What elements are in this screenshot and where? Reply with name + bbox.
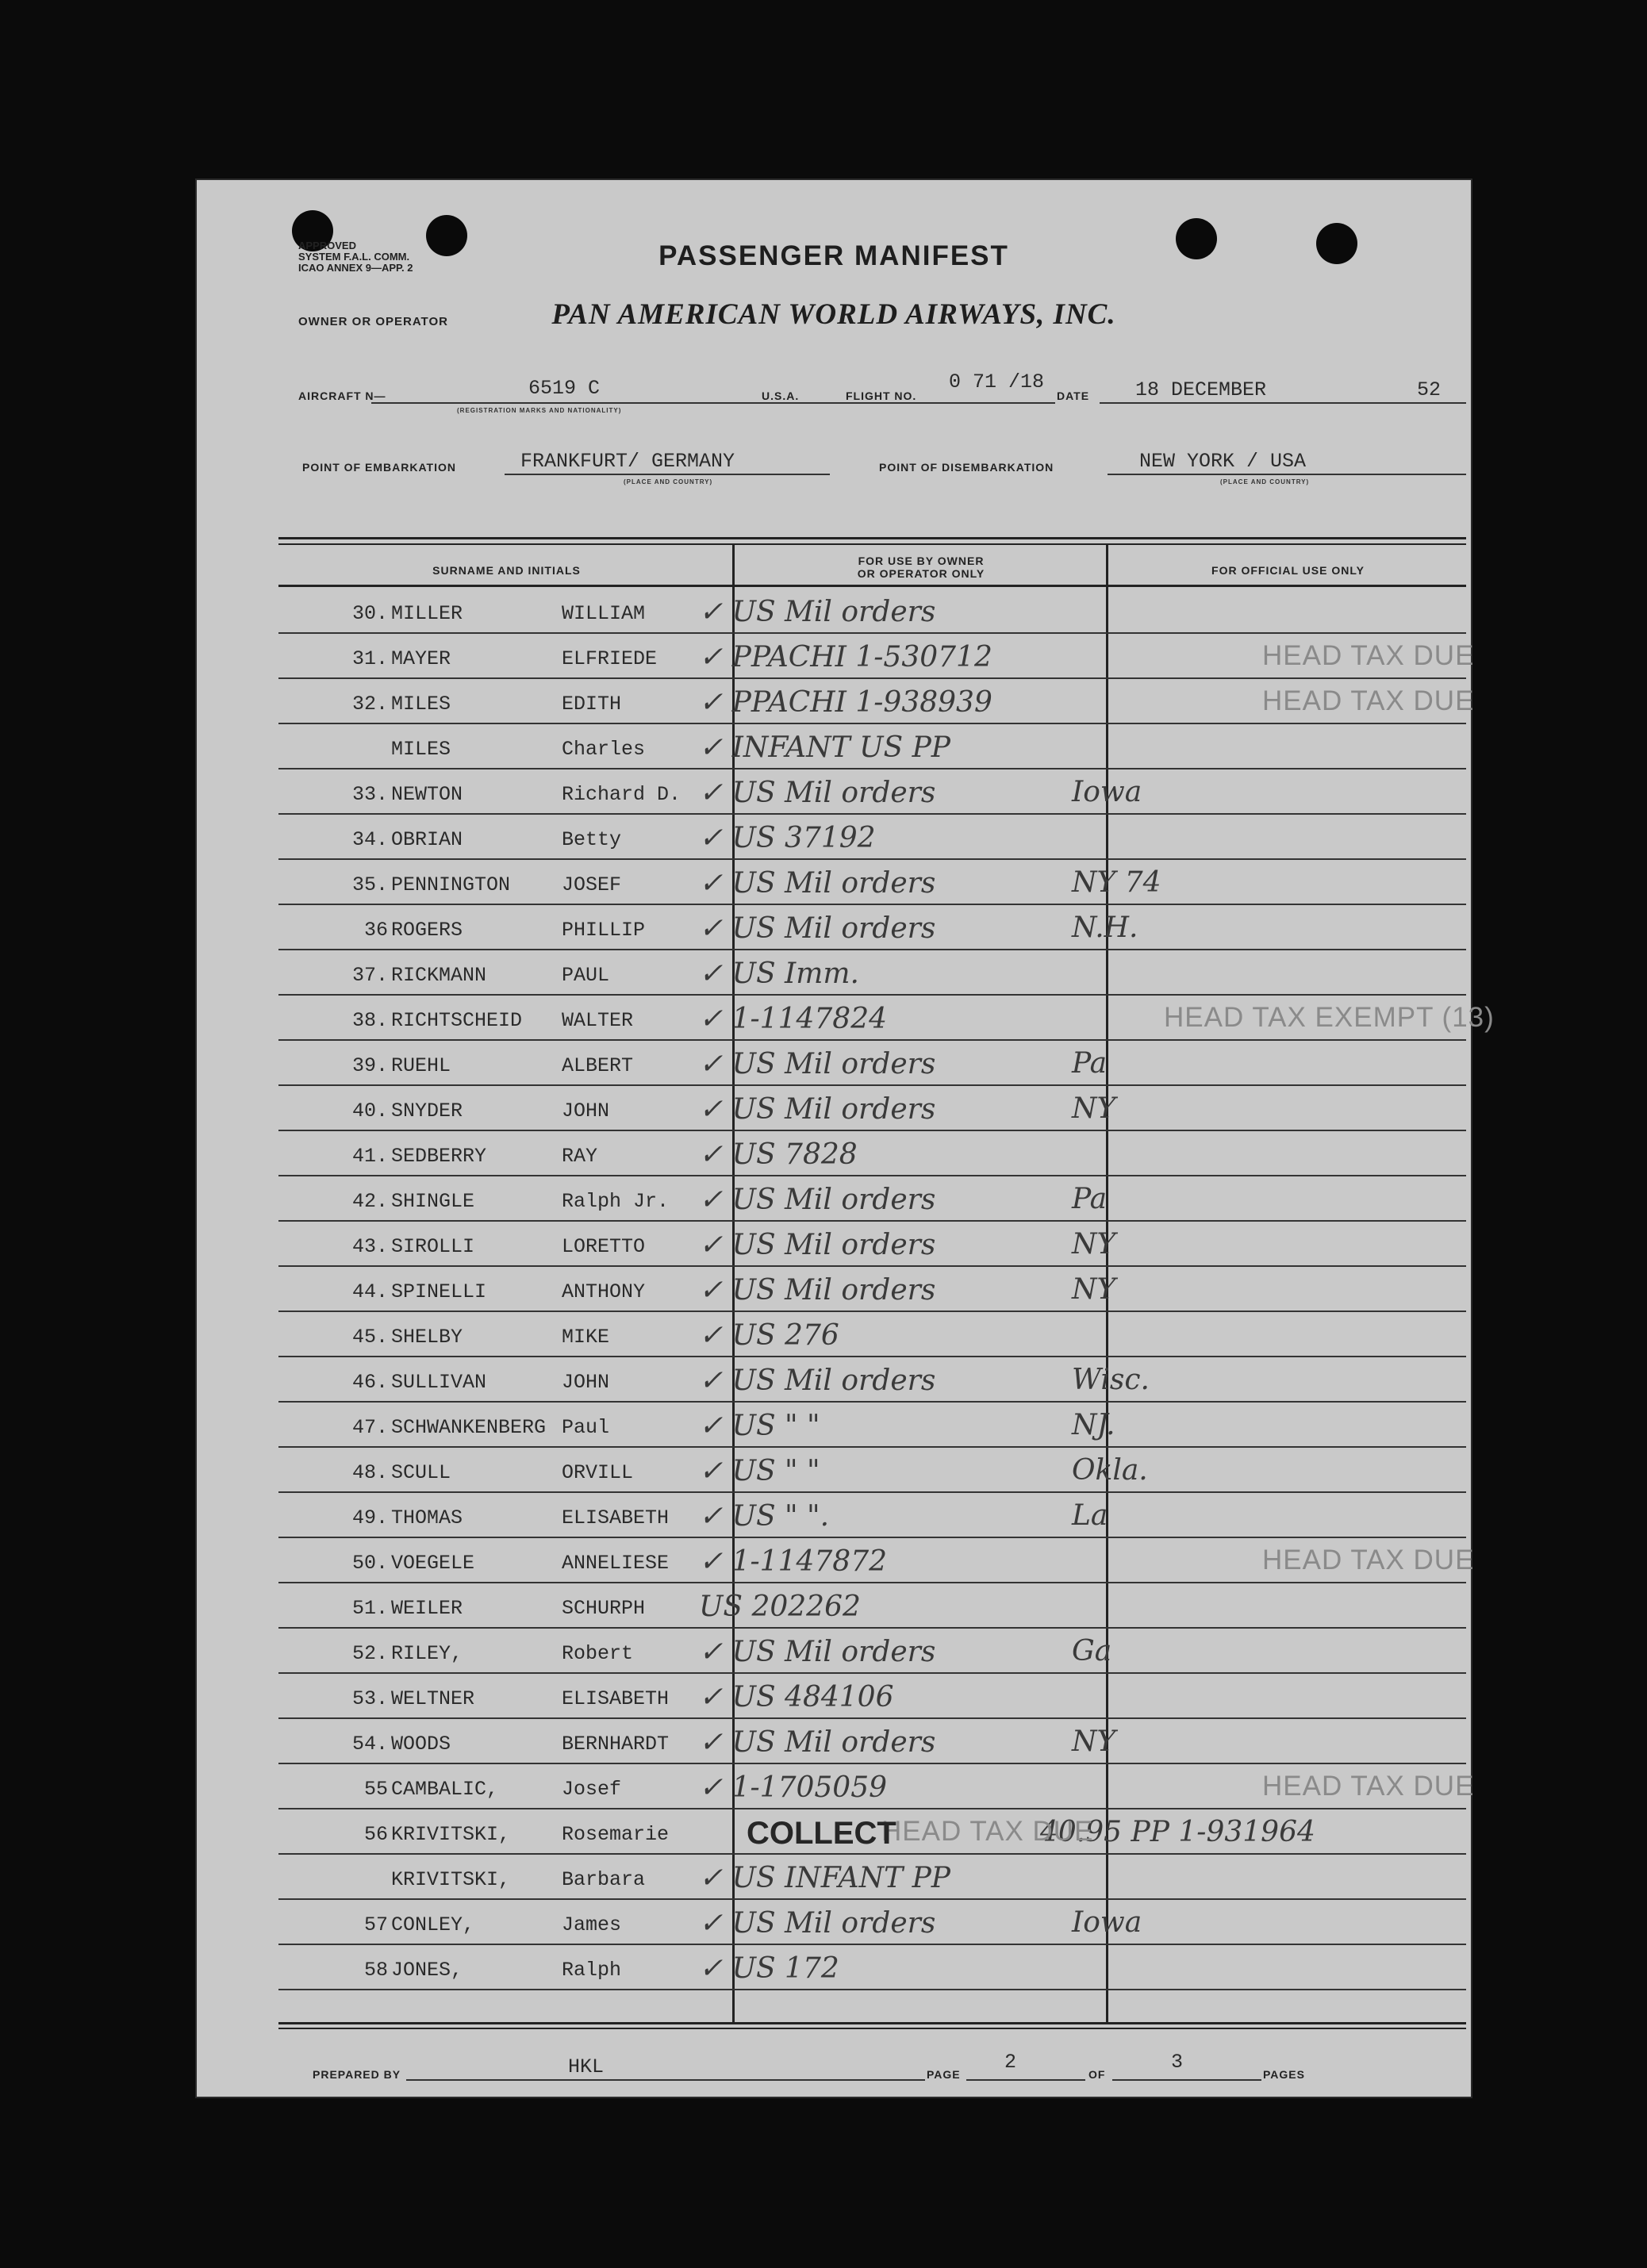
owner-use-cell: ✓ US Mil orders xyxy=(699,1093,936,1126)
aircraft-underline xyxy=(371,402,952,404)
surname-cell: MILLER xyxy=(391,602,463,625)
surname-cell: WOODS xyxy=(391,1733,451,1756)
surname-cell: SHELBY xyxy=(391,1326,463,1349)
given-name-cell: MIKE xyxy=(562,1326,610,1349)
aircraft-label: AIRCRAFT N— xyxy=(298,390,386,402)
given-name-cell: Barbara xyxy=(562,1868,646,1891)
stamp-cell: HEAD TAX DUE xyxy=(1262,685,1475,716)
owner-use-cell: ✓ US Mil orders xyxy=(699,777,936,809)
row-number: 45. xyxy=(351,1326,388,1349)
given-name-cell: ALBERT xyxy=(562,1054,634,1077)
embarkation-underline xyxy=(505,474,830,475)
table-row xyxy=(278,1627,1466,1674)
table-row xyxy=(278,1039,1466,1086)
table-row xyxy=(278,1582,1466,1629)
prepared-by-label: PREPARED BY xyxy=(313,2068,401,2081)
stamp-cell: HEAD TAX DUE xyxy=(1262,1545,1475,1575)
prepared-underline xyxy=(406,2079,925,2081)
given-name-cell: JOHN xyxy=(562,1099,610,1122)
row-number: 44. xyxy=(351,1280,388,1303)
surname-cell: OBRIAN xyxy=(391,828,463,851)
owner-use-cell: ✓ US Mil orders xyxy=(699,1184,936,1216)
owner-use-cell: US 202262 xyxy=(699,1591,861,1623)
official-use-cell: NY xyxy=(1072,1725,1116,1758)
owner-use-cell: ✓ US Imm. xyxy=(699,957,859,990)
official-use-cell: Wisc. xyxy=(1072,1364,1150,1396)
table-row xyxy=(278,1763,1475,1809)
given-name-cell: ANTHONY xyxy=(562,1280,646,1303)
row-number: 33. xyxy=(351,783,388,806)
row-number: 53. xyxy=(351,1687,388,1710)
owner-use-cell: ✓ US Mil orders xyxy=(699,1636,936,1668)
embarkation-value: FRANKFURT/ GERMANY xyxy=(520,450,735,473)
flight-value: 0 71 /18 xyxy=(949,370,1045,393)
surname-cell: KRIVITSKI, xyxy=(391,1868,511,1891)
table-top-rule xyxy=(278,543,1466,545)
row-number: 55 xyxy=(363,1778,388,1801)
given-name-cell: Richard D. xyxy=(562,783,681,806)
given-name-cell: Paul xyxy=(562,1416,610,1439)
surname-cell: SHINGLE xyxy=(391,1190,475,1213)
owner-use-cell: ✓ US " " xyxy=(699,1410,820,1442)
table-row xyxy=(278,904,1466,950)
table-row xyxy=(278,677,1475,724)
given-name-cell: PAUL xyxy=(562,964,610,987)
place-caption: (PLACE AND COUNTRY) xyxy=(624,478,713,485)
surname-cell: SNYDER xyxy=(391,1099,463,1122)
flight-label: FLIGHT NO. xyxy=(846,390,917,402)
table-row xyxy=(278,587,1466,634)
surname-cell: SIROLLI xyxy=(391,1235,475,1258)
table-row xyxy=(278,1175,1466,1222)
row-number: 51. xyxy=(351,1597,388,1620)
row-number: 39. xyxy=(351,1054,388,1077)
row-number: 31. xyxy=(351,647,388,670)
row-number: 41. xyxy=(351,1145,388,1168)
usa-label: U.S.A. xyxy=(762,390,800,402)
row-number: 35. xyxy=(351,873,388,896)
row-number: 37. xyxy=(351,964,388,987)
table-row xyxy=(278,1401,1466,1448)
owner-label: OWNER OR OPERATOR xyxy=(298,315,448,328)
owner-use-cell: ✓ US Mil orders xyxy=(699,867,936,900)
owner-use-cell: ✓ US " " xyxy=(699,1455,820,1487)
of-underline xyxy=(1112,2079,1261,2081)
given-name-cell: PHILLIP xyxy=(562,919,646,942)
given-name-cell: Josef xyxy=(562,1778,622,1801)
table-row xyxy=(278,1446,1466,1493)
aircraft-value: 6519 C xyxy=(528,377,601,400)
surname-cell: VOEGELE xyxy=(391,1552,475,1575)
surname-cell: RICKMANN xyxy=(391,964,487,987)
given-name-cell: ELISABETH xyxy=(562,1687,670,1710)
table-row xyxy=(278,1672,1466,1719)
stamp-cell: HEAD TAX DUE xyxy=(881,1816,1094,1847)
table-row xyxy=(278,994,1495,1041)
given-name-cell: SCHURPH xyxy=(562,1597,646,1620)
row-number: 46. xyxy=(351,1371,388,1394)
surname-cell: MILES xyxy=(391,738,451,761)
owner-use-cell: ✓ PPACHI 1-530712 xyxy=(699,641,992,673)
given-name-cell: WILLIAM xyxy=(562,602,646,625)
given-name-cell: Ralph xyxy=(562,1959,622,1982)
surname-cell: RICHTSCHEID xyxy=(391,1009,523,1032)
given-name-cell: ANNELIESE xyxy=(562,1552,670,1575)
official-column-header: FOR OFFICIAL USE ONLY xyxy=(1211,564,1365,577)
stamp-cell: HEAD TAX EXEMPT (13) xyxy=(1164,1002,1495,1033)
official-use-cell: NY xyxy=(1072,1228,1116,1261)
owner-use-cell: ✓ US Mil orders xyxy=(699,1907,936,1940)
stamp-cell: HEAD TAX DUE xyxy=(1262,640,1475,671)
owner-use-cell: ✓ 1-1705059 xyxy=(699,1771,888,1804)
owner-use-cell: ✓ 1-1147824 xyxy=(699,1003,888,1035)
of-value: 3 xyxy=(1171,2051,1184,2074)
owner-use-cell: ✓ US Mil orders xyxy=(699,1048,936,1080)
official-use-cell: NY xyxy=(1072,1092,1116,1125)
row-number: 58 xyxy=(363,1959,388,1982)
flight-underline xyxy=(944,402,1055,404)
table-row xyxy=(278,858,1466,905)
owner-use-cell: ✓ INFANT US PP xyxy=(699,731,951,764)
surname-cell: ROGERS xyxy=(391,919,463,942)
table-row xyxy=(278,1356,1466,1403)
table-row xyxy=(278,949,1466,996)
approval-line: APPROVED xyxy=(298,240,356,251)
table-row xyxy=(278,1944,1466,1990)
table-row xyxy=(278,1130,1466,1176)
table-bottom-rule xyxy=(278,2028,1466,2029)
table-row xyxy=(278,1898,1466,1945)
given-name-cell: WALTER xyxy=(562,1009,634,1032)
surname-cell: WEILER xyxy=(391,1597,463,1620)
given-name-cell: Ralph Jr. xyxy=(562,1190,670,1213)
row-number: 32. xyxy=(351,693,388,716)
page-value: 2 xyxy=(1004,2051,1017,2074)
table-row xyxy=(278,1220,1466,1267)
given-name-cell: ELISABETH xyxy=(562,1506,670,1529)
table-row xyxy=(278,1537,1475,1583)
date-value: 18 DECEMBER xyxy=(1135,378,1267,401)
table-row xyxy=(278,1808,1466,1855)
row-number: 36 xyxy=(363,919,388,942)
manifest-page xyxy=(195,178,1495,2098)
page-title: PASSENGER MANIFEST xyxy=(658,240,1009,271)
official-use-cell: Pa xyxy=(1072,1183,1108,1215)
table-row xyxy=(278,1491,1466,1538)
owner-use-cell: ✓ US INFANT PP xyxy=(699,1862,951,1894)
row-number: 38. xyxy=(351,1009,388,1032)
collect-stamp: COLLECT xyxy=(747,1816,896,1851)
given-name-cell: Rosemarie xyxy=(562,1823,670,1846)
owner-use-cell: ✓ PPACHI 1-938939 xyxy=(699,686,992,719)
owner-use-cell: ✓ US 484106 xyxy=(699,1681,894,1713)
official-use-cell: La xyxy=(1072,1499,1108,1532)
owner-use-cell: ✓ US 172 xyxy=(699,1952,839,1985)
surname-column-header: SURNAME AND INITIALS xyxy=(432,564,581,577)
official-use-cell: NY xyxy=(1072,1273,1116,1306)
row-number: 56 xyxy=(363,1823,388,1846)
given-name-cell: Betty xyxy=(562,828,622,851)
surname-cell: SPINELLI xyxy=(391,1280,487,1303)
row-number: 43. xyxy=(351,1235,388,1258)
owner-use-cell: ✓ US 37192 xyxy=(699,822,876,854)
row-number: 49. xyxy=(351,1506,388,1529)
given-name-cell: LORETTO xyxy=(562,1235,646,1258)
official-use-cell: Iowa xyxy=(1072,1906,1142,1939)
owner-use-cell: ✓ US Mil orders xyxy=(699,1364,936,1397)
given-name-cell: RAY xyxy=(562,1145,598,1168)
row-number: 57 xyxy=(363,1913,388,1936)
prepared-by-value: HKL xyxy=(568,2055,605,2078)
owner-use-cell: ✓ US 276 xyxy=(699,1319,839,1352)
row-number: 50. xyxy=(351,1552,388,1575)
row-number: 30. xyxy=(351,602,388,625)
table-row xyxy=(278,1717,1466,1764)
table-bottom-rule xyxy=(278,2022,1466,2024)
surname-cell: SULLIVAN xyxy=(391,1371,487,1394)
surname-cell: SEDBERRY xyxy=(391,1145,487,1168)
approval-line: ICAO ANNEX 9—APP. 2 xyxy=(298,262,413,274)
row-number: 40. xyxy=(351,1099,388,1122)
stamp-cell: HEAD TAX DUE xyxy=(1262,1771,1475,1802)
given-name-cell: JOHN xyxy=(562,1371,610,1394)
owner-use-cell: ✓ US Mil orders xyxy=(699,1229,936,1261)
surname-cell: PENNINGTON xyxy=(391,873,511,896)
official-use-cell: 40.95 PP 1-931964 xyxy=(1040,1816,1315,1848)
given-name-cell: Charles xyxy=(562,738,646,761)
surname-cell: SCULL xyxy=(391,1461,451,1484)
table-row xyxy=(278,768,1466,815)
date-label: DATE xyxy=(1057,390,1090,402)
official-use-cell: Iowa xyxy=(1072,776,1142,808)
surname-cell: JONES, xyxy=(391,1959,463,1982)
disembarkation-label: POINT OF DISEMBARKATION xyxy=(879,461,1054,474)
table-row xyxy=(278,1084,1466,1131)
owner-use-cell: ✓ US Mil orders xyxy=(699,596,936,628)
owner-use-cell: ✓ US Mil orders xyxy=(699,1274,936,1307)
date-underline xyxy=(1100,402,1466,404)
official-use-cell: NJ. xyxy=(1072,1409,1115,1441)
approval-line: SYSTEM F.A.L. COMM. xyxy=(298,251,410,263)
airline-name: PAN AMERICAN WORLD AIRWAYS, INC. xyxy=(551,298,1116,331)
registration-caption: (REGISTRATION MARKS AND NATIONALITY) xyxy=(457,407,622,414)
disembarkation-underline xyxy=(1108,474,1466,475)
row-number: 54. xyxy=(351,1733,388,1756)
row-number: 52. xyxy=(351,1642,388,1665)
table-row xyxy=(278,813,1466,860)
surname-cell: CAMBALIC, xyxy=(391,1778,499,1801)
row-number: 42. xyxy=(351,1190,388,1213)
official-use-cell: Ga xyxy=(1072,1635,1112,1667)
given-name-cell: EDITH xyxy=(562,693,622,716)
given-name-cell: JOSEF xyxy=(562,873,622,896)
disembarkation-value: NEW YORK / USA xyxy=(1139,450,1307,473)
row-number: 34. xyxy=(351,828,388,851)
surname-cell: CONLEY, xyxy=(391,1913,475,1936)
place-caption: (PLACE AND COUNTRY) xyxy=(1220,478,1310,485)
owner-use-cell: ✓ US Mil orders xyxy=(699,912,936,945)
year-value: 52 xyxy=(1417,378,1442,401)
page-underline xyxy=(966,2079,1085,2081)
pages-label: PAGES xyxy=(1263,2068,1305,2081)
surname-cell: SCHWANKENBERG xyxy=(391,1416,547,1439)
official-use-cell: NY 74 xyxy=(1072,866,1161,899)
official-use-cell: Pa xyxy=(1072,1047,1108,1080)
surname-cell: MAYER xyxy=(391,647,451,670)
owner-column-header: FOR USE BY OWNER OR OPERATOR ONLY xyxy=(857,555,985,580)
table-row xyxy=(278,1853,1466,1900)
table-row xyxy=(278,1265,1466,1312)
given-name-cell: James xyxy=(562,1913,622,1936)
given-name-cell: ORVILL xyxy=(562,1461,634,1484)
of-label: OF xyxy=(1088,2068,1106,2081)
owner-use-cell: ✓ US " ". xyxy=(699,1500,830,1533)
official-use-cell: N.H. xyxy=(1072,911,1138,944)
surname-cell: THOMAS xyxy=(391,1506,463,1529)
given-name-cell: ELFRIEDE xyxy=(562,647,658,670)
surname-cell: WELTNER xyxy=(391,1687,475,1710)
row-number: 47. xyxy=(351,1416,388,1439)
table-row xyxy=(278,723,1466,769)
embarkation-label: POINT OF EMBARKATION xyxy=(302,461,456,474)
table-row xyxy=(278,632,1475,679)
surname-cell: NEWTON xyxy=(391,783,463,806)
surname-cell: RILEY, xyxy=(391,1642,463,1665)
row-number: 48. xyxy=(351,1461,388,1484)
official-use-cell: Okla. xyxy=(1072,1454,1148,1487)
table-row xyxy=(278,1311,1466,1357)
surname-cell: KRIVITSKI, xyxy=(391,1823,511,1846)
owner-use-cell: ✓ 1-1147872 xyxy=(699,1545,888,1578)
table-top-rule xyxy=(278,537,1466,539)
owner-use-cell: ✓ US Mil orders xyxy=(699,1726,936,1759)
given-name-cell: BERNHARDT xyxy=(562,1733,670,1756)
page-label: PAGE xyxy=(927,2068,961,2081)
surname-cell: MILES xyxy=(391,693,451,716)
surname-cell: RUEHL xyxy=(391,1054,451,1077)
given-name-cell: Robert xyxy=(562,1642,634,1665)
owner-use-cell: ✓ US 7828 xyxy=(699,1138,858,1171)
